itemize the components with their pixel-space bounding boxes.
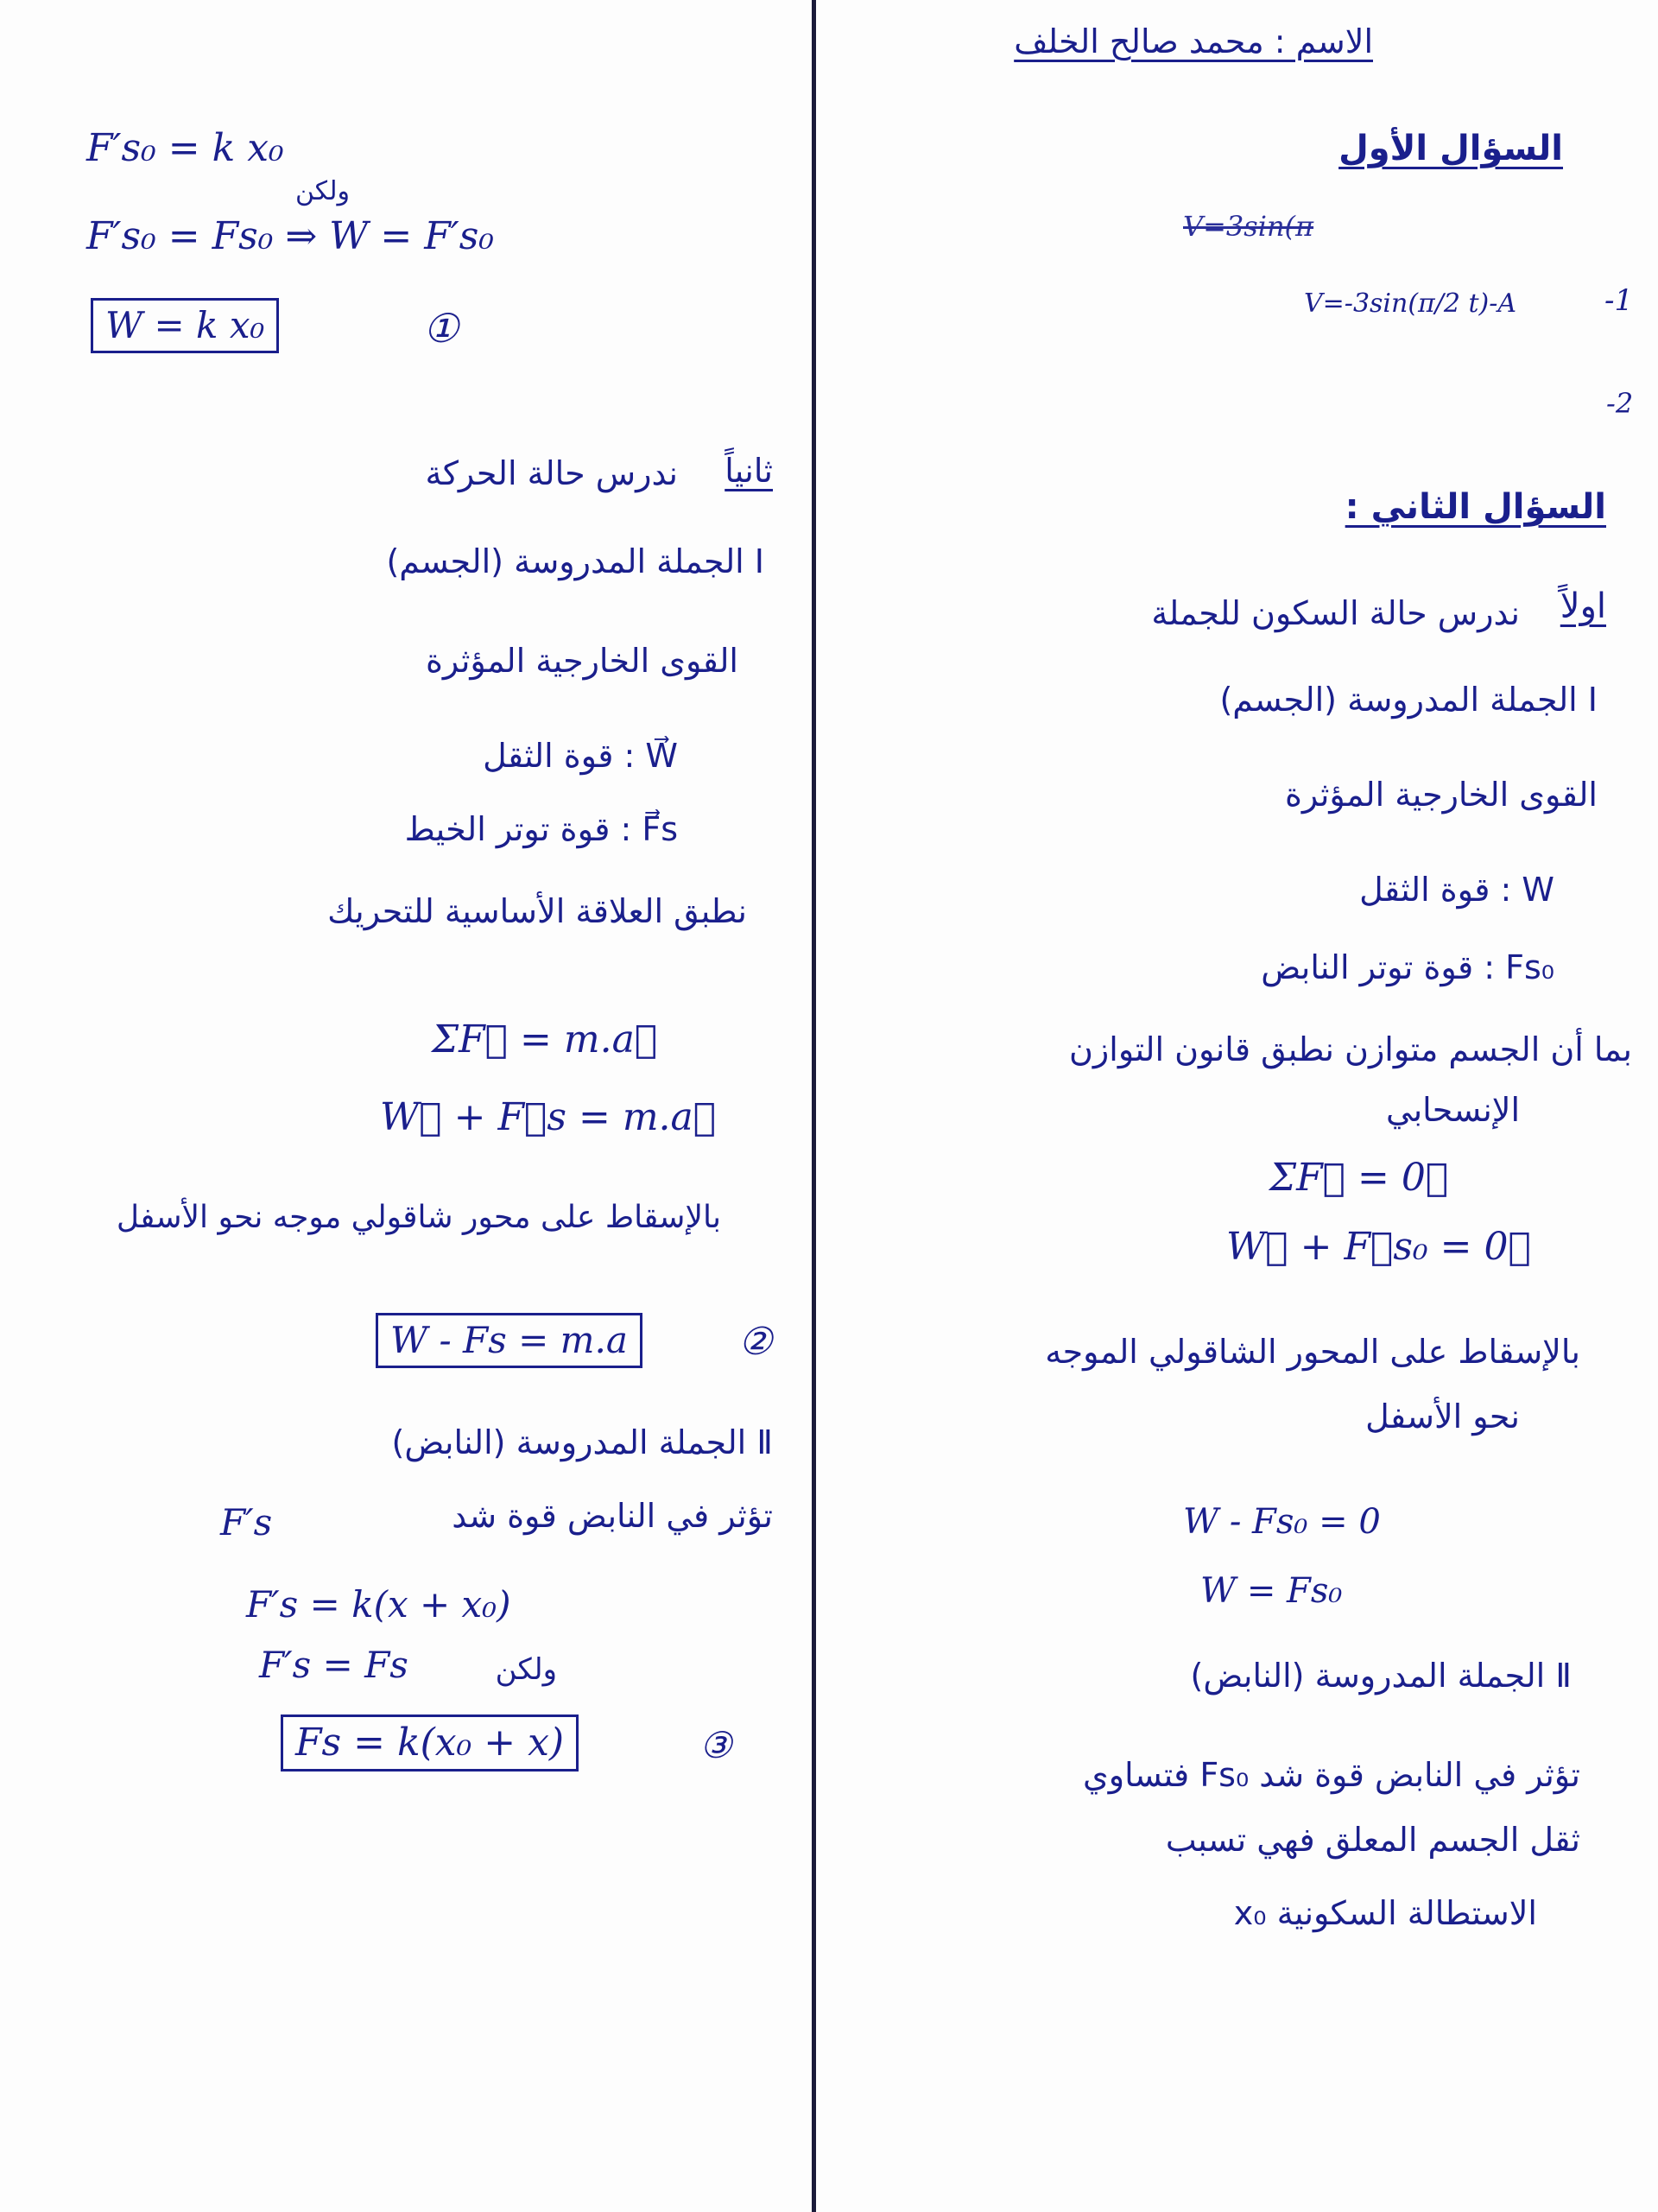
spring-explanation-1: تؤثر في النابض قوة شد Fs₀ فتساوي <box>1083 1756 1580 1794</box>
equation-newton-sum: ΣF⃗ = m.a⃗ <box>432 1017 658 1062</box>
motion-projection: بالإسقاط على محور شاقولي موجه نحو الأسفل <box>116 1200 721 1235</box>
motion-spring-force-symbol: F′s <box>220 1501 273 1543</box>
but-label: ولكن <box>294 176 350 206</box>
equation-w-equals-fs0: W = Fs₀ <box>1200 1571 1343 1611</box>
right-column <box>820 0 1658 2212</box>
q1-answer-2-number: -2 <box>1606 387 1634 420</box>
external-forces: القوى الخارجية المؤثرة <box>1284 776 1598 814</box>
q1-answer-1: V=-3sin(π/2 t)-A <box>1304 288 1517 319</box>
second-heading: ثانياً <box>725 452 773 490</box>
motion-system-2: Ⅱ الجملة المدروسة (النابض) <box>391 1423 773 1461</box>
motion-system-1: Ⅰ الجملة المدروسة (الجسم) <box>386 542 764 580</box>
struck-answer: V=3sin(π <box>1183 210 1314 243</box>
first-heading-text: ندرس حالة السكون للجملة <box>1151 594 1520 632</box>
boxed-equation-1: W = k x₀ <box>91 298 279 353</box>
force-weight: W : قوة الثقل <box>1359 871 1554 909</box>
equation-newton-vector: W⃗ + F⃗s = m.a⃗ <box>380 1095 717 1139</box>
equation-w-minus-fs0: W - Fs₀ = 0 <box>1183 1502 1381 1542</box>
student-name: الاسم : محمد صالح الخلف <box>1014 22 1373 60</box>
projection-statement-2: نحو الأسفل <box>1365 1398 1520 1436</box>
equation-marker-2: ② <box>738 1320 773 1364</box>
equation-fs-prime: F′s = k(x + x₀) <box>246 1583 511 1626</box>
system-2-spring: Ⅱ الجملة المدروسة (النابض) <box>1190 1657 1572 1695</box>
apply-dynamics-law: نطبق العلاقة الأساسية للتحريك <box>327 892 747 930</box>
boxed-equation-2: W - Fs = m.a <box>376 1313 642 1368</box>
motion-force-weight: W⃗ : قوة الثقل <box>483 737 678 775</box>
equilibrium-statement: بما أن الجسم متوازن نطبق قانون التوازن <box>1069 1030 1632 1068</box>
motion-external-forces: القوى الخارجية المؤثرة <box>425 642 738 680</box>
question-2-title: السؤال الثاني : <box>1345 487 1606 527</box>
equation-fs0-prime: F′s₀ = k x₀ <box>86 126 284 170</box>
motion-spring-force: تؤثر في النابض قوة شد <box>452 1497 773 1535</box>
equation-marker-3: ③ <box>699 1724 732 1766</box>
equation-fs0-equality: F′s₀ = Fs₀ ⇒ W = F′s₀ <box>86 214 494 258</box>
spring-explanation-2: ثقل الجسم المعلق فهي تسبب <box>1165 1821 1580 1859</box>
boxed-equation-3: Fs = k(x₀ + x) <box>281 1714 579 1772</box>
spring-explanation-3: الاستطالة السكونية x₀ <box>1233 1894 1537 1932</box>
equation-fs-prime-equal: F′s = Fs <box>259 1644 408 1686</box>
q1-answer-1-number: -1 <box>1604 283 1634 318</box>
projection-statement: بالإسقاط على المحور الشاقولي الموجه <box>1045 1333 1580 1371</box>
question-1-title: السؤال الأول <box>1338 129 1563 168</box>
system-1-body: Ⅰ الجملة المدروسة (الجسم) <box>1219 681 1598 719</box>
equation-vector-sum: W⃗ + F⃗s₀ = 0⃗ <box>1226 1225 1531 1269</box>
left-column <box>0 0 807 2212</box>
equation-sum-forces: ΣF⃗ = 0⃗ <box>1269 1156 1449 1200</box>
force-spring-tension: Fs₀ : قوة توتر النابض <box>1261 948 1554 986</box>
equilibrium-statement-2: الإنسحابي <box>1385 1091 1520 1129</box>
but-label-2: ولكن <box>495 1652 557 1687</box>
equation-marker-1: ① <box>423 305 459 352</box>
column-divider <box>812 0 816 2212</box>
second-heading-text: ندرس حالة الحركة <box>425 454 678 492</box>
first-heading: اولاً <box>1560 586 1606 626</box>
motion-force-tension: F⃗s : قوة توتر الخيط <box>404 810 678 848</box>
